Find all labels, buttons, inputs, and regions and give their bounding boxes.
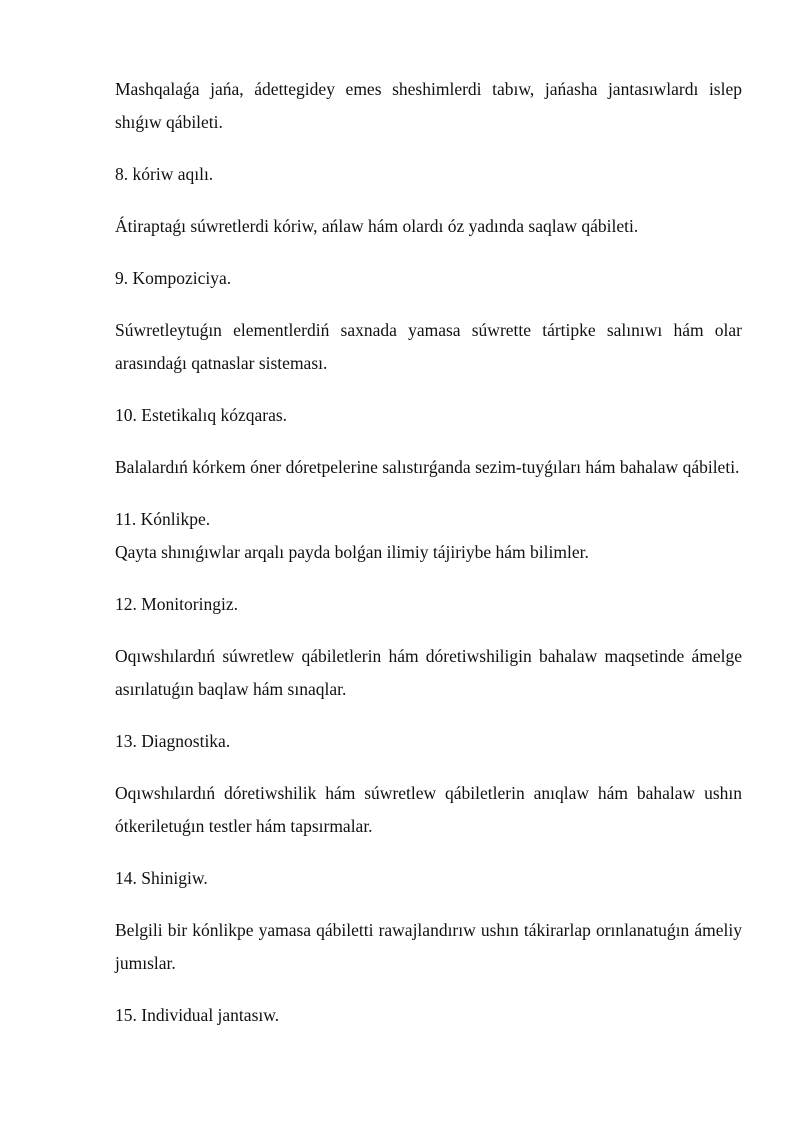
heading-9-composition: 9. Kompoziciya. [115, 268, 232, 288]
paragraph-aesthetic-view: Balalardıń kórkem óner dóretpelerine salıstırǵanda sezim-tuyǵıları hám bahalaw qábileti. [115, 457, 740, 477]
heading-10-aesthetic-view: 10. Estetikalıq kózqaras. [115, 405, 288, 425]
paragraph-diagnostics: Oqıwshılardıń dóretiwshilik hám súwretlew qábiletlerin anıqlaw hám bahalaw ushın ótkeriletuǵın testler hám tapsırmalar. [115, 783, 742, 836]
document-page [115, 73, 742, 1032]
paragraph-monitoring: Oqıwshılardıń súwretlew qábiletlerin hám dóretiwshiligin bahalaw maqsetinde ámelge asırılatuǵın baqlaw hám sınaqlar. [115, 646, 742, 699]
heading-11-skill: 11. Kónlikpe. [115, 509, 211, 529]
heading-14-exercise: 14. Shinigiw. [115, 868, 208, 888]
heading-13-diagnostics: 13. Diagnostika. [115, 731, 231, 751]
paragraph-exercise: Belgili bir kónlikpe yamasa qábiletti rawajlandırıw ushın tákirarlap orınlanatuǵın ámeliy jumıslar. [115, 920, 742, 973]
heading-15-individual-approach: 15. Individual jantasıw. [115, 1005, 280, 1025]
paragraph-problem-solving: Mashqalaǵa jańa, ádettegidey emes sheshimlerdi tabıw, jańasha jantasıwlardı islep shıǵıw qábileti. [115, 79, 742, 132]
paragraph-skill: Qayta shınıǵıwlar arqalı payda bolǵan ilimiy tájiriybe hám bilimler. [115, 542, 589, 562]
paragraph-composition: Súwretleytuǵın elementlerdiń saxnada yamasa súwrette tártipke salınıwı hám olar arasındaǵı qatnaslar sisteması. [115, 320, 742, 373]
heading-12-monitoring: 12. Monitoringiz. [115, 594, 238, 614]
paragraph-visual-memory: Átiraptaǵı súwretlerdi kóriw, ańlaw hám olardı óz yadında saqlaw qábileti. [115, 216, 639, 236]
heading-8-visual-memory: 8. kóriw aqılı. [115, 164, 214, 184]
